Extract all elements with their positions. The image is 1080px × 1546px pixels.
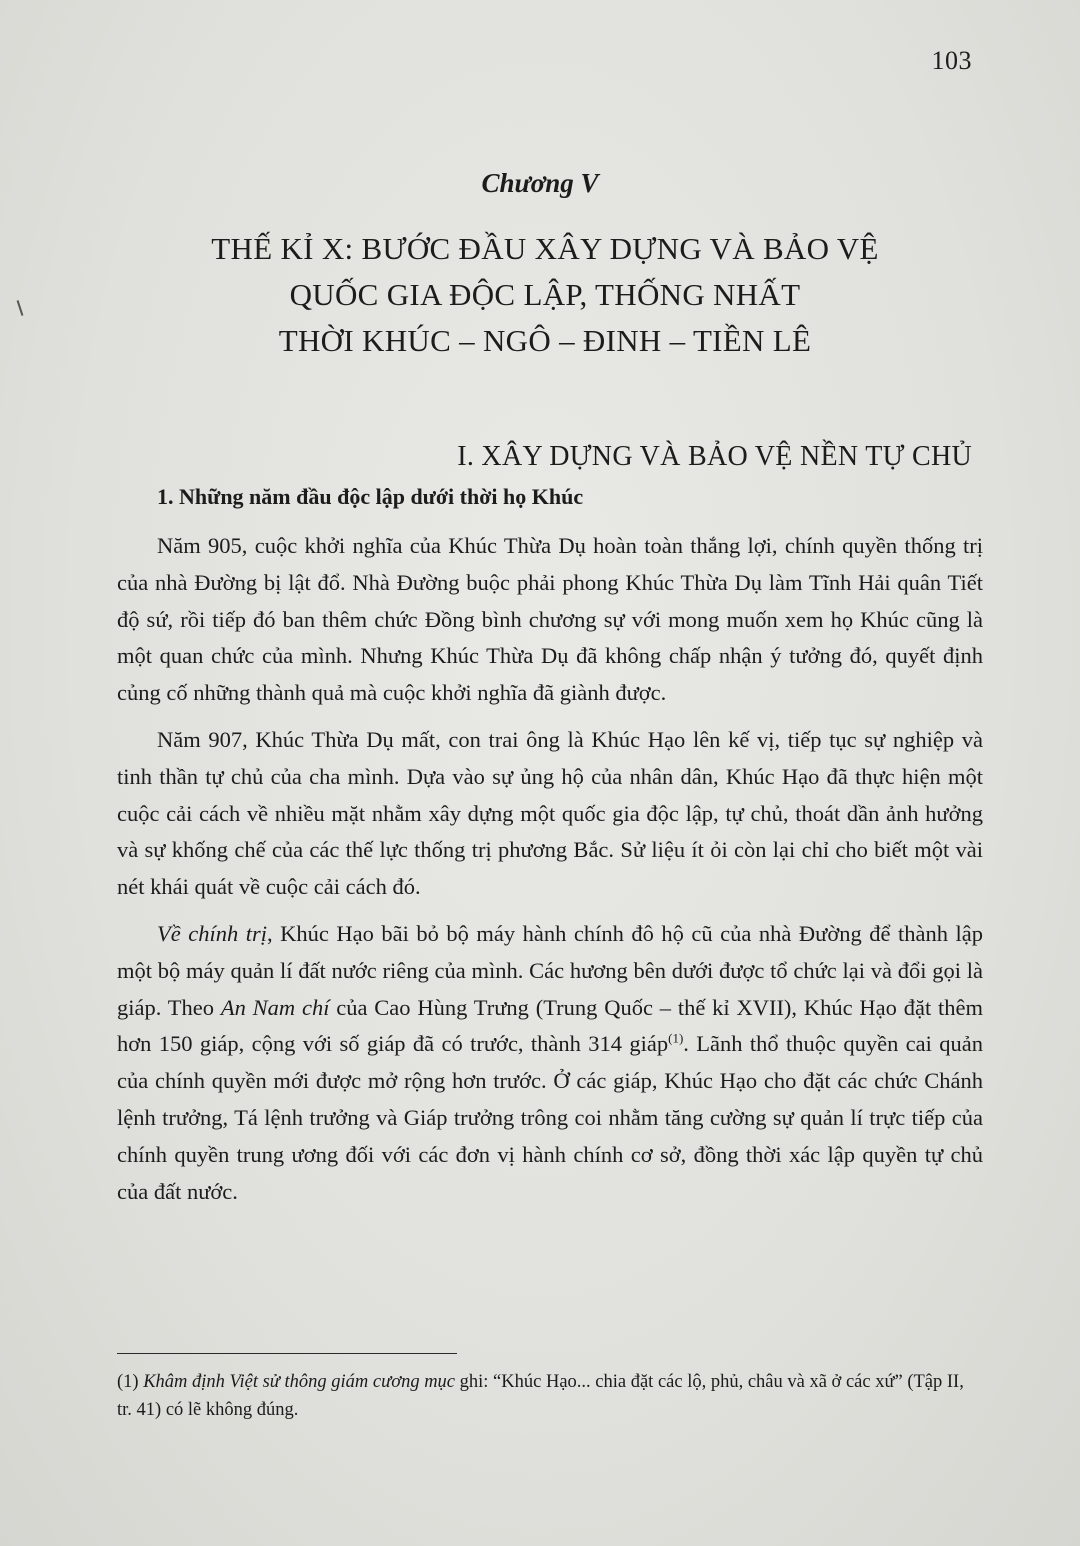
- footnote-marker: (1): [117, 1372, 139, 1392]
- scan-mark: [17, 300, 24, 316]
- chapter-title: [150, 226, 940, 364]
- footnote-reference: (1): [668, 1030, 684, 1046]
- paragraph-3-text-a: , Khúc Hạo bãi bỏ bộ máy hành chính đô hộ cũ của nhà Đường để thành lập một bộ máy quản lí đất nước riêng của mình. Các hương bên dưới được tổ chức lại và đổi gọi là giáp. Theo: [117, 920, 983, 1020]
- paragraph-3: [117, 916, 983, 1210]
- chapter-title-line-3: THỜI KHÚC – NGÔ – ĐINH – TIỀN LÊ: [278, 323, 812, 358]
- footnote-text: ghi: “Khúc Hạo... chia đặt các lộ, phủ, châu và xã ở các xứ” (Tập II, tr. 41) có lẽ không đúng.: [117, 1372, 964, 1420]
- subsection-title: 1. Những năm đầu độc lập dưới thời họ Khúc: [157, 484, 584, 509]
- page-number: 103: [931, 46, 972, 75]
- footnote-divider: [117, 1353, 457, 1354]
- footnote: [117, 1368, 983, 1424]
- footnote-source: Khâm định Việt sử thông giám cương mục: [143, 1372, 456, 1392]
- paragraph-3-text-c: . Lãnh thổ thuộc quyền cai quản của chính quyền mới được mở rộng hơn trước. Ở các giáp, Khúc Hạo cho đặt các chức Chánh lệnh trưởng, Tá lệnh trưởng và Giáp trưởng trông coi nhằm tăng cường sự quản lí trực tiếp của chính quyền trung ương đối với các đơn vị hành chính cơ sở, đồng thời xác lập quyền tự chủ của đất nước.: [117, 1031, 984, 1204]
- chapter-title-line-1: THẾ KỈ X: BƯỚC ĐẦU XÂY DỰNG VÀ BẢO VỆ: [211, 231, 879, 266]
- paragraph-3-text-b: của Cao Hùng Trưng (Trung Quốc – thế kỉ XVII), Khúc Hạo đặt thêm hơn 150 giáp, cộng với số giáp đã có trước, thành 314 giáp: [117, 994, 984, 1057]
- paragraph-1: Năm 905, cuộc khởi nghĩa của Khúc Thừa Dụ hoàn toàn thắng lợi, chính quyền thống trị của nhà Đường bị lật đổ. Nhà Đường buộc phải phong Khúc Thừa Dụ làm Tĩnh Hải quân Tiết độ sứ, rồi tiếp đó ban thêm chức Đồng bình chương sự với mong muốn xem họ Khúc cũng là một quan chức của mình. Nhưng Khúc Thừa Dụ đã không chấp nhận ý tưởng đó, quyết định củng cố những thành quả mà cuộc khởi nghĩa đã giành được.: [117, 533, 983, 706]
- body-text: [117, 528, 983, 1220]
- book-title-an-nam-chi: An Nam chí: [220, 994, 330, 1020]
- chapter-title-line-2: QUỐC GIA ĐỘC LẬP, THỐNG NHẤT: [289, 277, 801, 312]
- paragraph-2: Năm 907, Khúc Thừa Dụ mất, con trai ông là Khúc Hạo lên kế vị, tiếp tục sự nghiệp và tinh thần tự chủ của cha mình. Dựa vào sự ủng hộ của nhân dân, Khúc Hạo đã thực hiện một cuộc cải cách về nhiều mặt nhằm xây dựng một quốc gia độc lập, tự chủ, thoát dần ảnh hưởng và sự khống chế của các thế lực thống trị phương Bắc. Sử liệu ít ỏi còn lại chỉ cho biết một vài nét khái quát về cuộc cải cách đó.: [117, 726, 983, 900]
- paragraph-3-lead: Về chính trị: [157, 920, 267, 946]
- chapter-label: Chương V: [481, 168, 599, 198]
- section-title: I. XÂY DỰNG VÀ BẢO VỆ NỀN TỰ CHỦ: [457, 441, 972, 472]
